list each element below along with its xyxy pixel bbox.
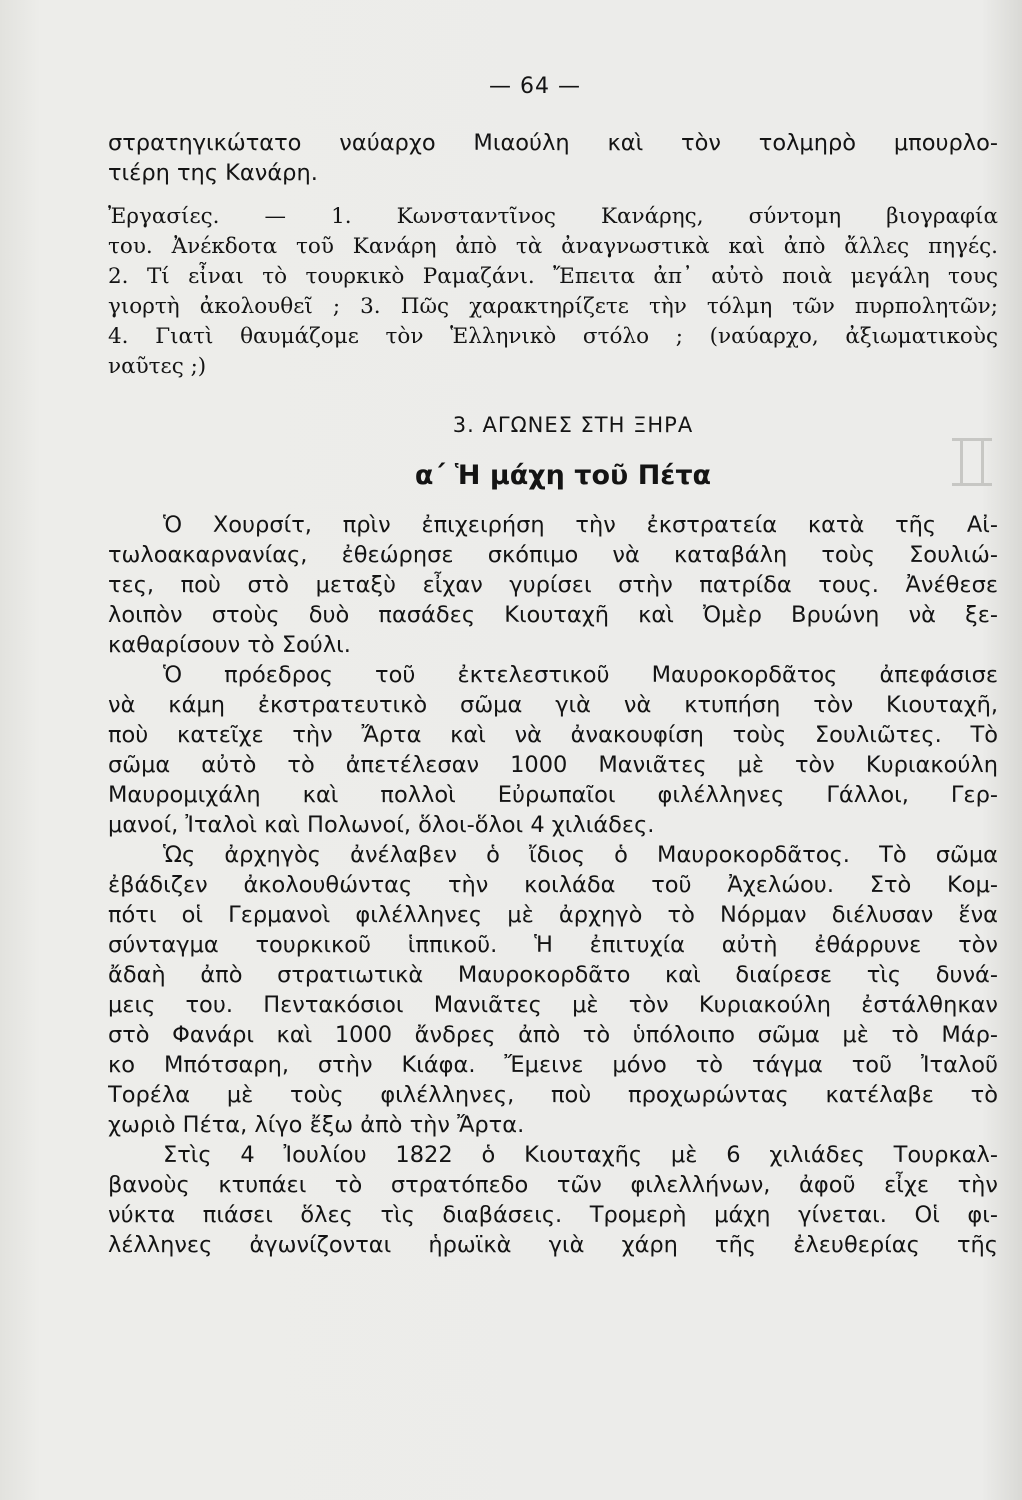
text-line: του. Ἀνέκδοτα τοῦ Κανάρη ἀπὸ τὰ ἀναγνωστικὰ καὶ ἀπὸ ἄλλες πηγές.	[108, 234, 998, 259]
section-heading: 3. ΑΓΩΝΕΣ ΣΤΗ ΞΗΡΑ	[452, 413, 694, 437]
text-line: σύνταγμα τουρκικοῦ ἱππικοῦ. Ἡ ἐπιτυχία αὐτὴ ἐθάρρυνε τὸν	[108, 932, 998, 958]
text-line: χωριὸ Πέτα, λίγο ἔξω ἀπὸ τὴν Ἄρτα.	[108, 1112, 525, 1138]
paragraph	[108, 1140, 998, 1260]
paragraph	[108, 510, 998, 660]
text-line: τωλοακαρνανίας, ἐθεώρησε σκόπιμο νὰ καταβάλη τοὺς Σουλιώ-	[108, 542, 998, 568]
text-line: Μαυρομιχάλη καὶ πολλοὶ Εὐρωπαῖοι φιλέλληνες Γάλλοι, Γερ-	[108, 782, 998, 808]
text-line: 2. Τί εἶναι τὸ τουρκικὸ Ραμαζάνι. Ἔπειτα ἀπ᾿ αὐτὸ ποιὰ μεγάλη τους	[108, 264, 998, 289]
text-line: κο Μπότσαρη, στὴν Κιάφα. Ἔμεινε μόνο τὸ τάγμα τοῦ Ἰταλοῦ	[108, 1052, 998, 1078]
text-line: στρατηγικώτατο ναύαρχο Μιαούλη καὶ τὸν τολμηρὸ μπουρλο-	[108, 130, 998, 156]
text-line: νὰ κάμη ἐκστρατευτικὸ σῶμα γιὰ νὰ κτυπήση τὸν Κιουταχῆ,	[108, 692, 998, 718]
text-line: τιέρη της Κανάρη.	[108, 160, 318, 186]
text-line: 4. Γιατὶ θαυμάζομε τὸν Ἑλληνικὸ στόλο ; (ναύαρχο, ἀξιωματικοὺς	[108, 324, 998, 349]
page-content	[108, 128, 998, 1260]
text-line: λοιπὸν στοὺς δυὸ πασάδες Κιουταχῆ καὶ Ὀμὲρ Βρυώνη νὰ ξε-	[108, 602, 998, 628]
text-line: Στὶς 4 Ἰουλίου 1822 ὁ Κιουταχῆς μὲ 6 χιλιάδες Τουρκαλ-	[163, 1142, 998, 1168]
text-line: βανοὺς κτυπάει τὸ στρατόπεδο τῶν φιλελλήνων, ἀφοῦ εἶχε τὴν	[108, 1172, 998, 1198]
text-line: ναῦτες ;)	[108, 354, 207, 379]
text-line: γιορτὴ ἀκολουθεῖ ; 3. Πῶς χαρακτηρίζετε τὴν τόλμη τῶν πυρπολητῶν;	[108, 294, 998, 319]
text-line: ἐβάδιζεν ἀκολουθώντας τὴν κοιλάδα τοῦ Ἀχελώου. Στὸ Κομ-	[108, 872, 998, 898]
exercises-block	[108, 202, 998, 382]
text-line: τες, ποὺ στὸ μεταξὺ εἶχαν γυρίσει στὴν πατρίδα τους. Ἀνέθεσε	[108, 572, 998, 598]
text-line: Ὡς ἀρχηγὸς ἀνέλαβεν ὁ ἴδιος ὁ Μαυροκορδᾶτος. Τὸ σῶμα	[163, 842, 998, 868]
text-line: Τορέλα μὲ τοὺς φιλέλληνες, ποὺ προχωρώντας κατέλαβε τὸ	[108, 1082, 998, 1108]
text-line: πότι οἱ Γερμανοὶ φιλέλληνες μὲ ἀρχηγὸ τὸ Νόρμαν διέλυσαν ἕνα	[108, 902, 998, 928]
text-line: Ὁ πρόεδρος τοῦ ἐκτελεστικοῦ Μαυροκορδᾶτος ἀπεφάσισε	[163, 662, 998, 688]
page-number: — 64 —	[489, 74, 581, 99]
text-line: σῶμα αὐτὸ τὸ ἀπετέλεσαν 1000 Μανιᾶτες μὲ τὸν Κυριακούλη	[108, 752, 998, 778]
sub-heading: α΄ Ἡ μάχη τοῦ Πέτα	[414, 460, 712, 491]
paragraph	[108, 660, 998, 840]
paragraph	[108, 840, 998, 1140]
text-line: Ἐργασίες. — 1. Κωνσταντῖνος Κανάρης, σύντομη βιογραφία	[108, 204, 998, 229]
text-line: νύκτα πιάσει ὅλες τὶς διαβάσεις. Τρομερὴ μάχη γίνεται. Οἱ φι-	[108, 1202, 998, 1228]
intro-block	[108, 128, 998, 188]
text-line: μεις του. Πεντακόσιοι Μανιᾶτες μὲ τὸν Κυριακούλη ἐστάλθηκαν	[108, 992, 998, 1018]
text-line: μανοί, Ἰταλοὶ καὶ Πολωνοί, ὅλοι-ὅλοι 4 χιλιάδες.	[108, 812, 655, 838]
text-line: Ὁ Χουρσίτ, πρὶν ἐπιχειρήση τὴν ἐκστρατεία κατὰ τῆς Αἰ-	[163, 512, 998, 538]
text-line: ποὺ κατεῖχε τὴν Ἄρτα καὶ νὰ ἀνακουφίση τοὺς Σουλιῶτες. Τὸ	[108, 722, 998, 748]
text-line: ἄδαὴ ἀπὸ στρατιωτικὰ Μαυροκορδᾶτο καὶ διαίρεσε τὶς δυνά-	[108, 962, 998, 988]
text-line: λέλληνες ἀγωνίζονται ἡρωϊκὰ γιὰ χάρη τῆς ἐλευθερίας τῆς	[108, 1232, 998, 1258]
text-line: καθαρίσουν τὸ Σούλι.	[108, 632, 351, 658]
text-line: στὸ Φανάρι καὶ 1000 ἄνδρες ἀπὸ τὸ ὑπόλοιπο σῶμα μὲ τὸ Μάρ-	[108, 1022, 998, 1048]
